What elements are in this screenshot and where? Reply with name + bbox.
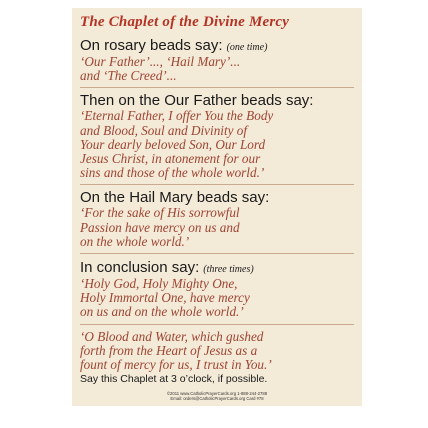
prayer-line: forth from the Heart of Jesus as a [80,342,258,358]
prayer-card [72,8,362,406]
divider [80,324,354,325]
prayer-line: ‘Holy God, Holy Mighty One, [80,276,238,292]
prayer-line: ‘Our Father’..., ‘Hail Mary’... [80,54,241,69]
card-title: The Chaplet of the Divine Mercy [80,14,290,30]
section-lead: On the Hail Mary beads say: [80,189,270,207]
prayer-line: and Blood, Soul and Divinity of [80,122,248,138]
section-blood-and-water [80,330,354,373]
section-hail-mary-beads [80,190,354,249]
prayer-line: Your dearly beloved Son, Our Lord [80,136,266,152]
prayer-line: and ‘The Creed’... [80,68,177,84]
fine-print-line: ©2011 www.CatholicPrayerCards.org 1-888-244-2788 [166,391,268,397]
divider [80,253,354,254]
prayer-line: ‘Eternal Father, I offer You the Body [80,108,274,124]
prayer-line: Passion have mercy on us and [80,219,240,235]
section-lead: In conclusion say: [80,259,200,277]
prayer-line: on the whole world.’ [80,233,190,249]
section-lead: Then on the Our Father beads say: [80,92,314,110]
divider [80,87,354,88]
prayer-line: ‘For the sake of His sorrowful [80,205,240,221]
fine-print-line: Email: orders@CatholicPrayerCards.org Card #78 [170,396,264,402]
section-conclusion [80,259,354,320]
prayer-line: Holy Immortal One, have mercy [80,290,250,306]
fine-print [80,391,354,401]
section-rosary-beads [80,37,354,83]
prayer-line: fount of mercy for us, I trust in You.’ [80,357,272,373]
section-note: (three times) [203,264,254,276]
prayer-line: Jesus Christ, in atonement for our [80,151,261,167]
prayer-line: on us and on the whole world.’ [80,304,244,320]
section-note: (one time) [226,42,268,53]
section-our-father-beads [80,93,354,180]
prayer-line: sins and those of the whole world.’ [80,165,265,181]
closing-instruction: Say this Chaplet at 3 o’clock, if possible. [80,373,268,386]
prayer-line: ‘O Blood and Water, which gushed [80,328,264,344]
divider [80,184,354,185]
section-lead: On rosary beads say: [80,37,223,54]
